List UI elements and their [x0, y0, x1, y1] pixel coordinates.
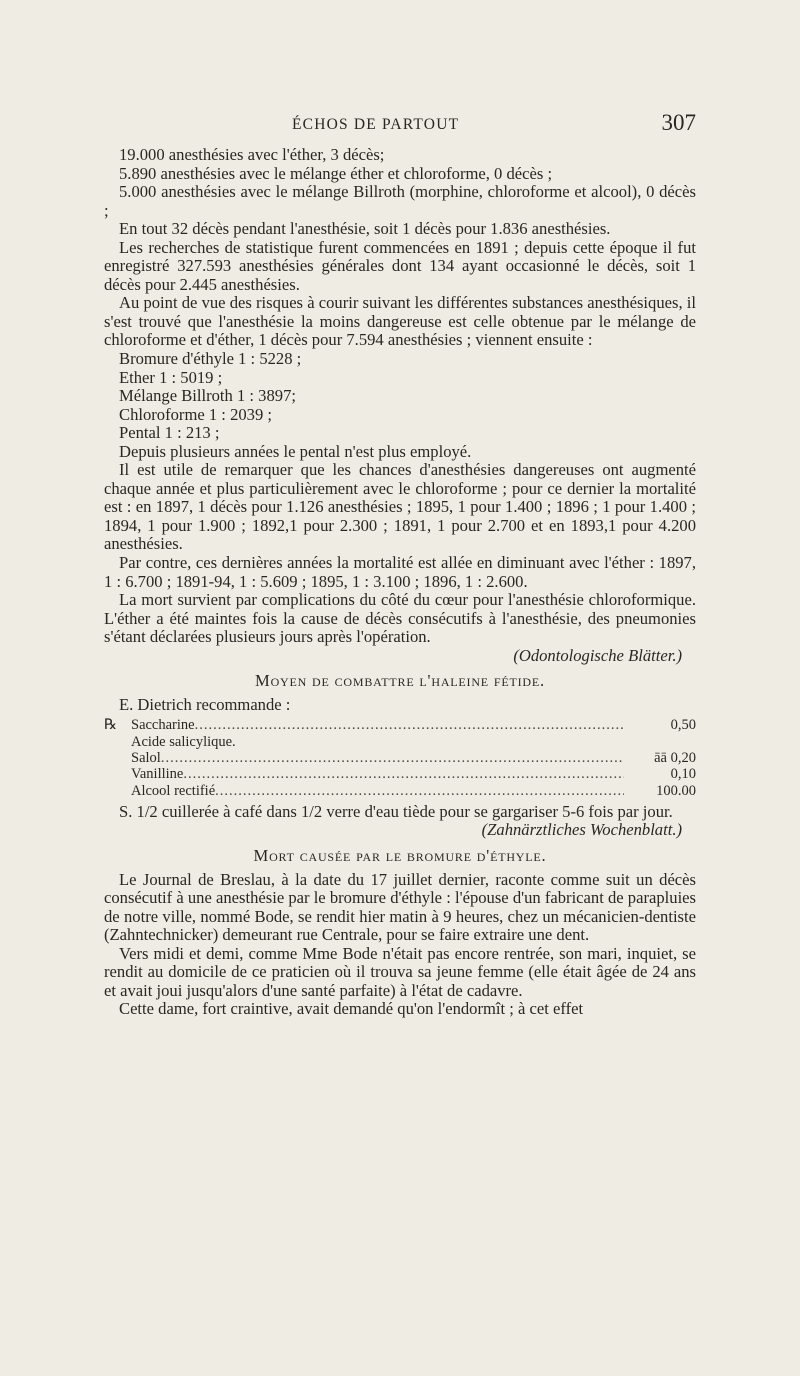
ingredient-name: Salol [131, 750, 161, 766]
statistics-paragraphs [104, 146, 696, 350]
prescription-symbol [104, 734, 131, 750]
paragraph: En tout 32 décès pendant l'anesthésie, soit 1 décès pour 1.836 anesthésies. [119, 219, 611, 239]
ingredient-quantity: 100.00 [656, 782, 696, 799]
source-citation-2: (Zahnärztliches Wochenblatt.) [481, 820, 682, 840]
mortality-paragraphs [104, 443, 696, 647]
ratio-line: Chloroforme 1 : 2039 ; [119, 404, 273, 424]
paragraph: 19.000 anesthésies avec l'éther, 3 décès; [119, 145, 385, 164]
ratio-line: Ether 1 : 5019 ; [119, 367, 223, 387]
recipe-row [104, 766, 696, 782]
prescription-symbol: ℞ [104, 717, 117, 734]
ingredient-name: Saccharine [131, 717, 195, 734]
recipe-instructions: S. 1/2 cuillerée à café dans 1/2 verre d'eau tiède pour se gargariser 5-6 fois par jour. [119, 801, 673, 821]
recipe-row [104, 783, 696, 799]
paragraph: Depuis plusieurs années le pental n'est plus employé. [119, 441, 472, 461]
ingredient-name: Vanilline [131, 766, 184, 783]
body-text [104, 146, 696, 1019]
recipe-intro: E. Dietrich recommande : [119, 694, 291, 714]
source-citation-1: (Odontologische Blätter.) [513, 645, 682, 665]
paragraph: 5.000 anesthésies avec le mélange Billroth (morphine, chloroforme et alcool), 0 décès ; [104, 182, 696, 220]
page-header [0, 110, 800, 140]
paragraph: Le Journal de Breslau, à la date du 17 juillet dernier, raconte comme suit un décès consécutif à une anesthésie par le bromure d'éthyle : l'épouse d'un fabricant de parapluies de notre ville, nommé Bode, se rendit hier matin à 9 heures, chez un mécanicien-dentiste (Zahntechnicker) demeurant rue Centrale, pour se faire extraire une dent. [104, 869, 696, 945]
ingredient-name: Alcool rectifié [131, 782, 216, 799]
prescription-symbol [104, 783, 131, 799]
prescription-symbol [104, 766, 131, 782]
section-title-bad-breath: Moyen de combattre l'haleine fétide. [255, 671, 545, 691]
ingredient-quantity: 0,10 [670, 766, 696, 783]
ratio-line: Pental 1 : 213 ; [119, 423, 220, 443]
paragraph: Il est utile de remarquer que les chances d'anesthésies dangereuses ont augmenté chaque année et plus particulièrement avec le chloroforme ; pour ce dernier la mortalité est : en 1897, 1 décès pour 1.126 anesthésies ; 1895, 1 pour 1.400 ; 1896 ; 1 pour 1.400 ; 1894, 1 pour 1.900 ; 1892,1 pour 2.300 ; 1891, 1 pour 2.700 et en 1893,1 pour 4.200 anesthésies. [104, 460, 696, 554]
paragraph: Cette dame, fort craintive, avait demandé qu'on l'endormît ; à cet effet [119, 999, 584, 1019]
section-title-ethyl-bromide-death: Mort causée par le bromure d'éthyle. [253, 845, 547, 865]
leader-dots [236, 734, 624, 750]
paragraph: Les recherches de statistique furent commencées en 1891 ; depuis cette époque il fut enregistré 327.593 anesthésies générales dont 134 ayant occasionné le décès, soit 1 décès pour 2.445 anesthésies. [104, 237, 696, 294]
ingredient-quantity: 0,50 [670, 717, 696, 734]
recipe-list [104, 717, 696, 798]
ingredient-quantity: āā 0,20 [654, 750, 696, 766]
paragraph: La mort survient par complications du côté du cœur pour l'anesthésie chloroformique. L'éther a été maintes fois la cause de décès consécutifs à l'anesthésie, des pneumonies s'étant déclarées plusieurs jours après l'opération. [104, 590, 696, 647]
paragraph: 5.890 anesthésies avec le mélange éther et chloroforme, 0 décès ; [119, 163, 553, 183]
running-title: ÉCHOS DE PARTOUT [292, 116, 460, 133]
leader-dots [195, 717, 624, 733]
ratio-line: Bromure d'éthyle 1 : 5228 ; [119, 349, 302, 369]
ingredient-quantity [624, 734, 696, 750]
case-report-paragraphs [104, 871, 696, 1019]
recipe-row [104, 717, 696, 733]
page-number: 307 [661, 110, 696, 135]
ratio-line: Mélange Billroth 1 : 3897; [119, 386, 296, 406]
paragraph: Au point de vue des risques à courir suivant les différentes substances anesthésiques, il s'est trouvé que l'anesthésie la moins dangereuse est celle obtenue par le mélange de chloroforme et d'éther, 1 décès pour 7.594 anesthésies ; viennent ensuite : [104, 293, 696, 350]
leader-dots [215, 783, 624, 799]
leader-dots [161, 750, 624, 766]
prescription-symbol [104, 750, 131, 766]
paragraph: Par contre, ces dernières années la mortalité est allée en diminuant avec l'éther : 1897, 1 : 6.700 ; 1891-94, 1 : 5.609 ; 1895, 1 : 3.100 ; 1896, 1 : 2.600. [104, 553, 696, 591]
ingredient-name: Acide salicylique. [131, 733, 236, 750]
paragraph: Vers midi et demi, comme Mme Bode n'était pas encore rentrée, son mari, inquiet, se rendit au domicile de ce praticien où il trouva sa jeune femme (elle était âgée de 24 ans et avait joui jusqu'alors d'une santé parfaite) à l'état de cadavre. [104, 943, 696, 1000]
recipe-row [104, 750, 696, 766]
recipe-row [104, 734, 696, 750]
leader-dots [183, 766, 624, 782]
mortality-ratio-list [104, 350, 696, 443]
